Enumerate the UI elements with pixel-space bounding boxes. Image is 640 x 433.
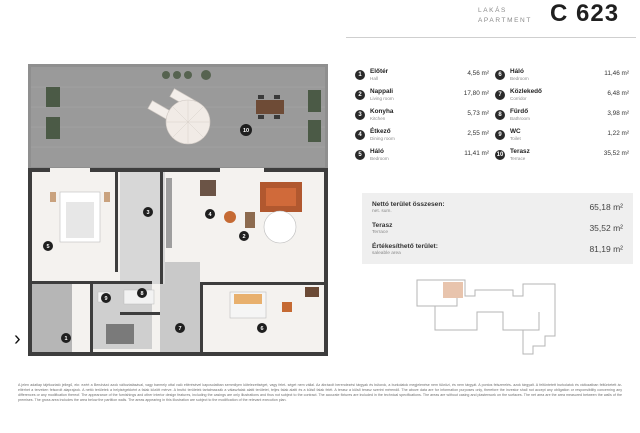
room-item-1 <box>355 66 495 88</box>
room-name: Nappali <box>370 88 394 95</box>
room-name-en: Bedroom <box>370 156 389 161</box>
terrace-area-value: 35,52 m² <box>589 223 623 233</box>
room-item-7 <box>495 86 635 108</box>
room-name: Konyha <box>370 108 394 115</box>
room-name-en: Living room <box>370 96 394 101</box>
room-number: 3 <box>355 110 365 120</box>
listing-type-label: LAKÁS <box>478 7 507 14</box>
next-arrow-icon[interactable]: › <box>14 328 21 350</box>
room-item-4 <box>355 126 495 148</box>
room-number: 9 <box>495 130 505 140</box>
room-number: 4 <box>355 130 365 140</box>
room-area: 1,22 m² <box>607 130 629 137</box>
saleable-area-value: 81,19 m² <box>589 244 623 254</box>
room-item-3 <box>355 106 495 128</box>
room-item-2 <box>355 86 495 108</box>
room-item-9 <box>495 126 635 148</box>
room-item-6 <box>495 66 635 88</box>
room-name-en: Toilet <box>510 136 521 141</box>
room-name: Fürdő <box>510 108 529 115</box>
terrace-area-row <box>372 222 623 240</box>
apartment-code: C 623 <box>550 0 620 27</box>
saleable-area-row <box>372 243 623 261</box>
plan-label-2: 2 <box>242 234 246 240</box>
room-area: 4,56 m² <box>467 70 489 77</box>
room-number: 8 <box>495 110 505 120</box>
plan-label-3: 3 <box>146 210 150 216</box>
plan-label-1: 1 <box>64 336 68 342</box>
plan-label-9: 9 <box>104 296 108 302</box>
room-name-en: Dining room <box>370 136 395 141</box>
net-area-value: 65,18 m² <box>589 202 623 212</box>
room-number: 2 <box>355 90 365 100</box>
building-key-plan <box>405 276 565 362</box>
room-item-5 <box>355 146 495 168</box>
room-area: 17,80 m² <box>463 90 489 97</box>
room-area: 6,48 m² <box>607 90 629 97</box>
saleable-area-label-en: saleable area <box>372 251 401 256</box>
plan-label-8: 8 <box>140 291 144 297</box>
terrace-area-label: Terasz <box>372 222 393 229</box>
room-item-10 <box>495 146 635 168</box>
listing-type-label-en: APARTMENT <box>478 17 532 24</box>
net-area-label-en: net. sum. <box>372 209 392 214</box>
terrace-area-label-en: Terrace <box>372 230 388 235</box>
room-area: 2,55 m² <box>467 130 489 137</box>
room-name: Háló <box>370 148 384 155</box>
room-area: 11,41 m² <box>464 150 489 157</box>
room-name: Előtér <box>370 68 389 75</box>
plan-label-7: 7 <box>178 326 182 332</box>
room-name-en: Kitchen <box>370 116 386 121</box>
room-number: 7 <box>495 90 505 100</box>
room-name: Közlekedő <box>510 88 542 95</box>
room-name: Terasz <box>510 148 530 155</box>
room-area: 5,73 m² <box>467 110 489 117</box>
room-number: 5 <box>355 150 365 160</box>
area-summary <box>362 193 633 264</box>
net-area-label: Nettó terület összesen: <box>372 201 445 208</box>
room-name-en: Bedroom <box>510 76 529 81</box>
plan-label-10: 10 <box>242 128 250 134</box>
plan-label-5: 5 <box>46 244 50 250</box>
plan-label-6: 6 <box>260 326 264 332</box>
room-name-en: Hall <box>370 76 378 81</box>
room-name-en: Corridor <box>510 96 527 101</box>
room-name: Étkező <box>370 128 391 135</box>
room-name-en: Bathroom <box>510 116 530 121</box>
room-item-8 <box>495 106 635 128</box>
room-number: 1 <box>355 70 365 80</box>
net-area-row <box>372 201 623 219</box>
plan-label-4: 4 <box>208 212 212 218</box>
header-divider <box>346 37 636 38</box>
room-name: Háló <box>510 68 524 75</box>
saleable-area-label: Értékesíthető terület: <box>372 243 438 250</box>
room-number: 10 <box>496 152 504 158</box>
room-name-en: Terrace <box>510 156 526 161</box>
room-area: 35,52 m² <box>603 150 629 157</box>
room-number: 6 <box>495 70 505 80</box>
room-area: 3,98 m² <box>607 110 629 117</box>
room-area: 11,46 m² <box>604 70 629 77</box>
room-list <box>355 66 640 191</box>
room-name: WC <box>510 128 521 135</box>
legal-disclaimer: A jelen adatlap tájékoztató jellegű, ekr. ezért a Beruházó azok változtatásával, vagy barmely ottal való eltérésével kapcsolatban semmilyen kötelezettséget, vagy felet- séget nem vállal. Az ábrázolt berendezési tárgyak és bútorok, a burkolatok megjelenése nem tükrözi, és nem tárgyát. A pontos felszerelés- azok tárgyalt. A feltüntetett burkolatok és változatban feltüntetett ár- eltérhet a terveken felsorolt alaprajzok. A nettó területek a helyiségekként a falak között mérve. A bruttó területek tartalmazzák a válaszfalak alatti területet, teljes falak alatti és a külső falak felét. A terasz a külső terasz szerint mérendő. The above data are for information purposes only, therefore the investor shall not accept any obligation or responsibility concerning any differences or any modification thereof. The appearance of the furnishings and other interior design features, including the casings are only illustrations and thus not subject to the contract. The accurate fixtures are included in the technical specifications. The areas are without casing and plasterwork on the surfaces. The net area are the area measured between the walls of the premises. The gross area includes the area below the partition walls. The areas appearing in this illustration are subject to the modification of the relevant execution plan. <box>18 383 622 402</box>
floor-plan <box>20 62 350 360</box>
